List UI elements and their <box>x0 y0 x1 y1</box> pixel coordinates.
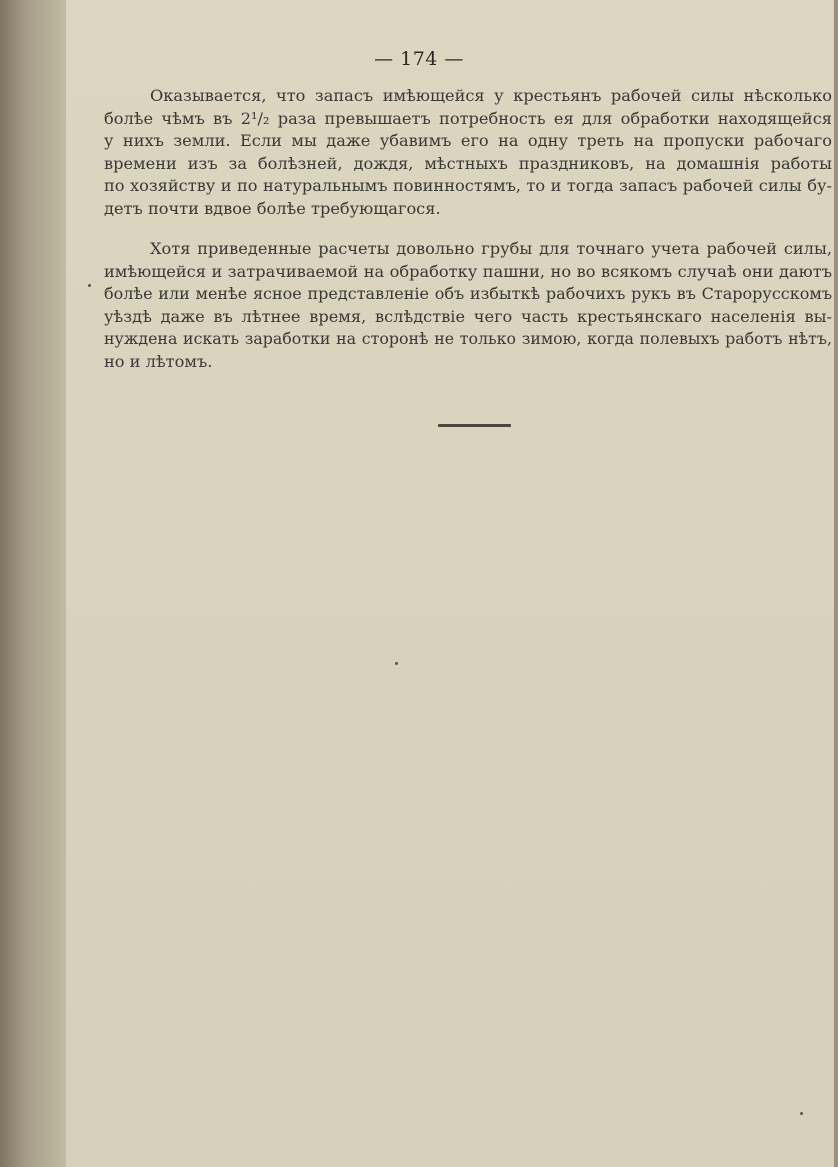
text-line: детъ почти вдвое болѣе требующагося. <box>104 198 441 218</box>
ink-speck <box>800 1112 803 1115</box>
page-binding-edge <box>0 0 66 1167</box>
page-right-edge <box>834 0 838 1167</box>
text-line: болѣе чѣмъ въ 2¹/₂ раза превышаетъ потребность ея для обработки находящейся <box>104 108 832 128</box>
text-line: Оказывается, что запасъ имѣющейся у крестьянъ рабочей силы нѣсколько <box>150 86 832 105</box>
text-line: болѣе или менѣе ясное представленіе объ избыткѣ рабочихъ рукъ въ Старорусскомъ <box>104 284 832 304</box>
text-line: по хозяйству и по натуральнымъ повинностямъ, то и тогда запасъ рабочей силы бу- <box>104 176 832 196</box>
text-line: имѣющейся и затрачиваемой на обработку пашни, но во всякомъ случаѣ они даютъ <box>104 261 832 281</box>
section-divider-rule <box>438 424 511 427</box>
text-line: Хотя приведенные расчеты довольно грубы для точнаго учета рабочей силы, <box>150 239 832 258</box>
text-line: у нихъ земли. Если мы даже убавимъ его на одну треть на пропуски рабочаго <box>104 131 832 151</box>
page-number: — 174 — <box>374 48 464 70</box>
text-line: но и лѣтомъ. <box>104 351 213 371</box>
ink-speck <box>88 284 91 287</box>
text-line: нуждена искать заработки на сторонѣ не только зимою, когда полевыхъ работъ нѣтъ, <box>104 329 832 349</box>
text-line: уѣздѣ даже въ лѣтнее время, вслѣдствіе чего часть крестьянскаго населенія вы- <box>104 306 832 326</box>
paragraph-2 <box>104 238 832 374</box>
text-line: времени изъ за болѣзней, дождя, мѣстныхъ праздниковъ, на домашнія работы <box>104 153 832 173</box>
paragraph-1 <box>104 85 832 221</box>
ink-speck <box>395 662 398 665</box>
